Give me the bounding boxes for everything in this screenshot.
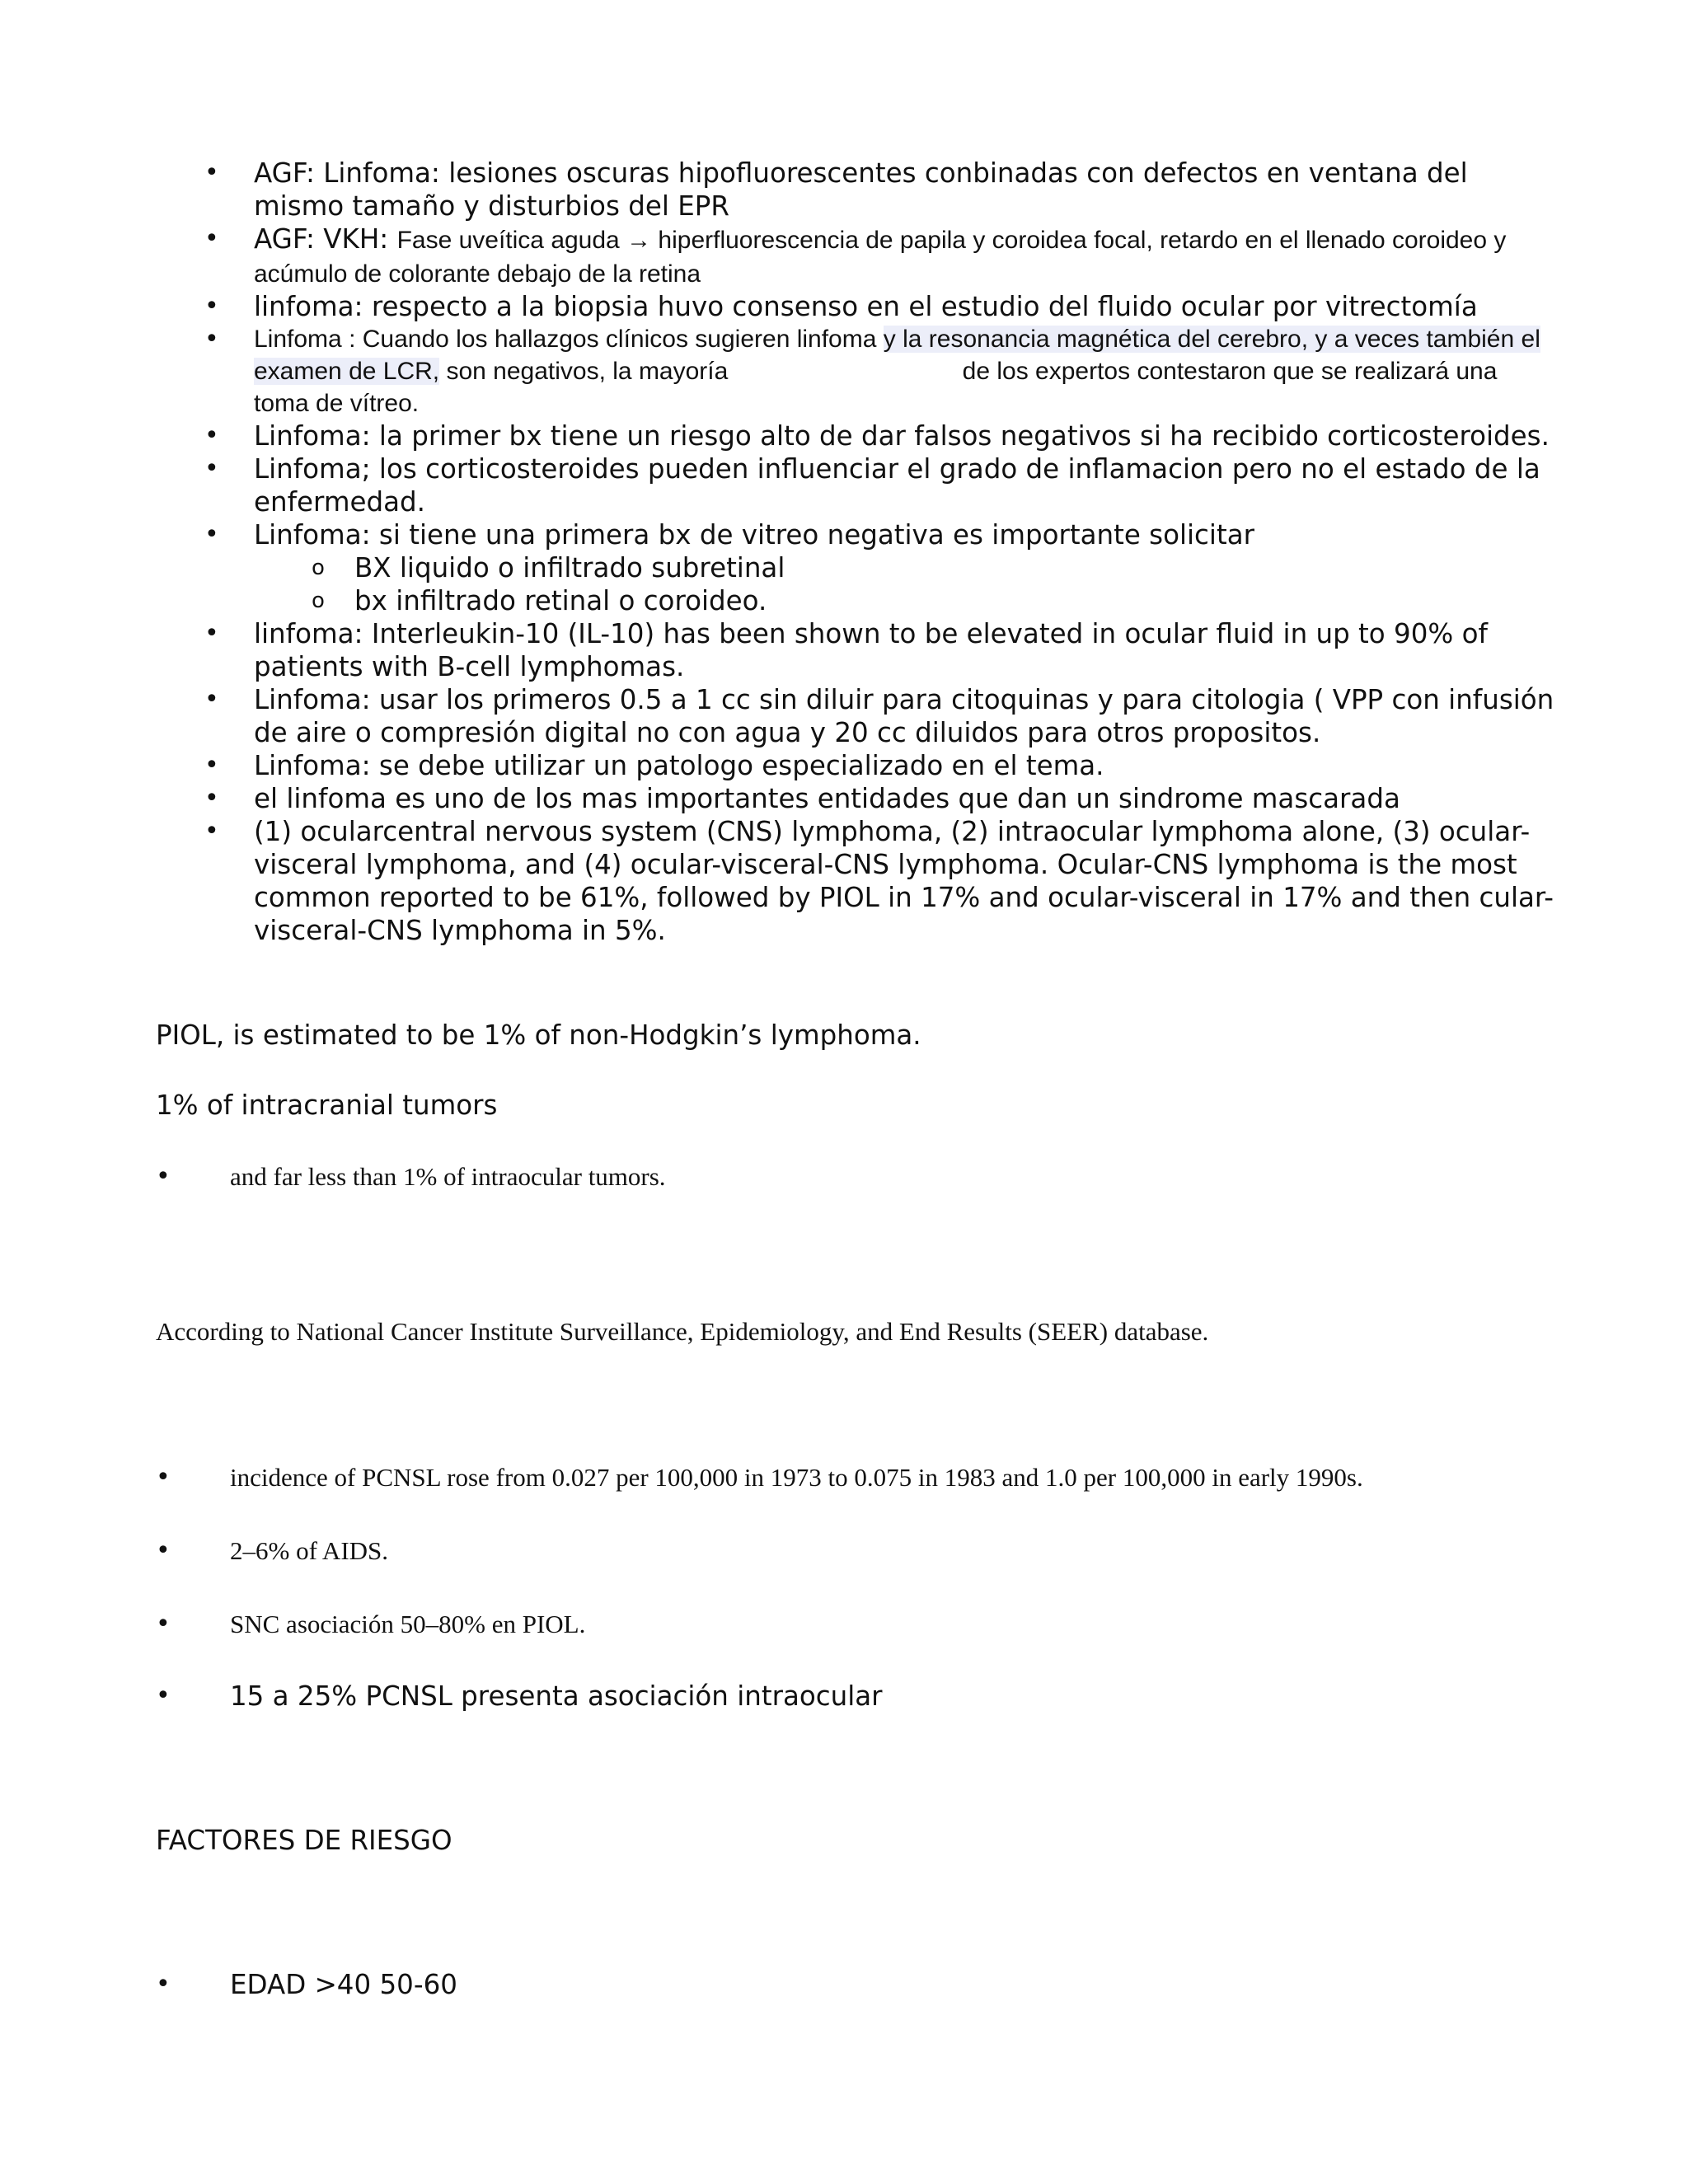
list-item	[204, 452, 1556, 518]
list-item	[204, 419, 1556, 452]
paragraph-intracranial: 1% of intracranial tumors	[156, 1090, 498, 1121]
list-item	[204, 290, 1556, 323]
list-item-text: AGF: VKH:	[254, 223, 397, 255]
paragraph-piol: PIOL, is estimated to be 1% of non-Hodgkin’s lymphoma.	[156, 1019, 921, 1051]
list-item	[204, 749, 1556, 782]
bullet-aids: • 2–6% of AIDS.	[156, 1535, 388, 1568]
bullet-intraocular-tumors: • and far less than 1% of intraocular tumors.	[156, 1160, 666, 1193]
list-item-text: Fase uveítica aguda → hiperfluorescencia de papila y coroidea focal, retardo en el llenado coroideo y acúmulo de colorante debajo de la retina	[254, 227, 1507, 288]
paragraph-seer: According to National Cancer Institute Surveillance, Epidemiology, and End Results (SEER) database.	[156, 1317, 1209, 1346]
list-item	[204, 157, 1556, 223]
list-item	[204, 323, 1556, 419]
list-item-text: Linfoma: si tiene una primera bx de vitreo negativa es importante solicitar	[254, 519, 1254, 551]
list-item-text: AGF: Linfoma: lesiones oscuras hipofluorescentes conbinadas con defectos en ventana del mismo tamaño y disturbios del EPR	[254, 157, 1468, 222]
list-item-text: Linfoma: usar los primeros 0.5 a 1 cc sin diluir para citoquinas y para citologia ( VPP con infusión de aire o compresión digital no con agua y 20 cc diluidos para otros propositos.	[254, 684, 1554, 748]
list-item-text: linfoma: Interleukin-10 (IL-10) has been shown to be elevated in ocular fluid in up to 90% of patients with B-cell lymphomas.	[254, 618, 1488, 682]
list-item-text: linfoma: respecto a la biopsia huvo consenso en el estudio del fluido ocular por vitrectomía	[254, 291, 1478, 322]
list-item-text: son negativos, la mayoría	[439, 358, 735, 385]
list-item	[204, 617, 1556, 683]
bullet-snc: • SNC asociación 50–80% en PIOL.	[156, 1608, 585, 1641]
list-item-text: Linfoma; los corticosteroides pueden influenciar el grado de inflamacion pero no el estado de la enfermedad.	[254, 453, 1540, 518]
heading-factores-de-riesgo: FACTORES DE RIESGO	[156, 1825, 452, 1856]
list-item-text: de los expertos contestaron que se realizará una toma de vítreo.	[254, 358, 1498, 417]
highlighted-text: y la resonancia magnética del cerebro, y a veces también el examen de LCR,	[254, 326, 1540, 385]
list-item-text: Linfoma: se debe utilizar un patologo especializado en el tema.	[254, 750, 1104, 781]
list-item	[204, 223, 1556, 290]
list-item-text: Linfoma : Cuando los hallazgos clínicos sugieren linfoma	[254, 326, 884, 353]
list-item	[204, 518, 1556, 617]
list-item-text: Linfoma: la primer bx tiene un riesgo alto de dar falsos negativos si ha recibido corticosteroides.	[254, 420, 1550, 452]
bullet-incidence: • incidence of PCNSL rose from 0.027 per 100,000 in 1973 to 0.075 in 1983 and 1.0 per 100,000 in early 1990s.	[156, 1461, 1363, 1494]
list-item-text: (1) ocularcentral nervous system (CNS) lymphoma, (2) intraocular lymphoma alone, (3) ocular-visceral lymphoma, and (4) ocular-visceral-CNS lymphoma. Ocular-CNS lymphoma is the most common reported to be 61%, followed by PIOL in 17% and ocular-visceral in 17% and then cular-visceral-CNS lymphoma in 5%.	[254, 816, 1554, 946]
list-item	[204, 683, 1556, 749]
list-item	[204, 782, 1556, 815]
bullet-edad: • EDAD >40 50-60	[156, 1968, 457, 2001]
sub-list	[254, 551, 1556, 617]
bullet-list-linfoma	[204, 157, 1556, 947]
list-item	[204, 815, 1556, 947]
list-item-text: el linfoma es uno de los mas importantes entidades que dan un sindrome mascarada	[254, 783, 1400, 814]
sub-list-item: o BX liquido o infiltrado subretinal	[254, 551, 1556, 584]
sub-list-item: o bx infiltrado retinal o coroideo.	[254, 584, 1556, 617]
bullet-pcnsl: • 15 a 25% PCNSL presenta asociación intraocular	[156, 1680, 883, 1713]
